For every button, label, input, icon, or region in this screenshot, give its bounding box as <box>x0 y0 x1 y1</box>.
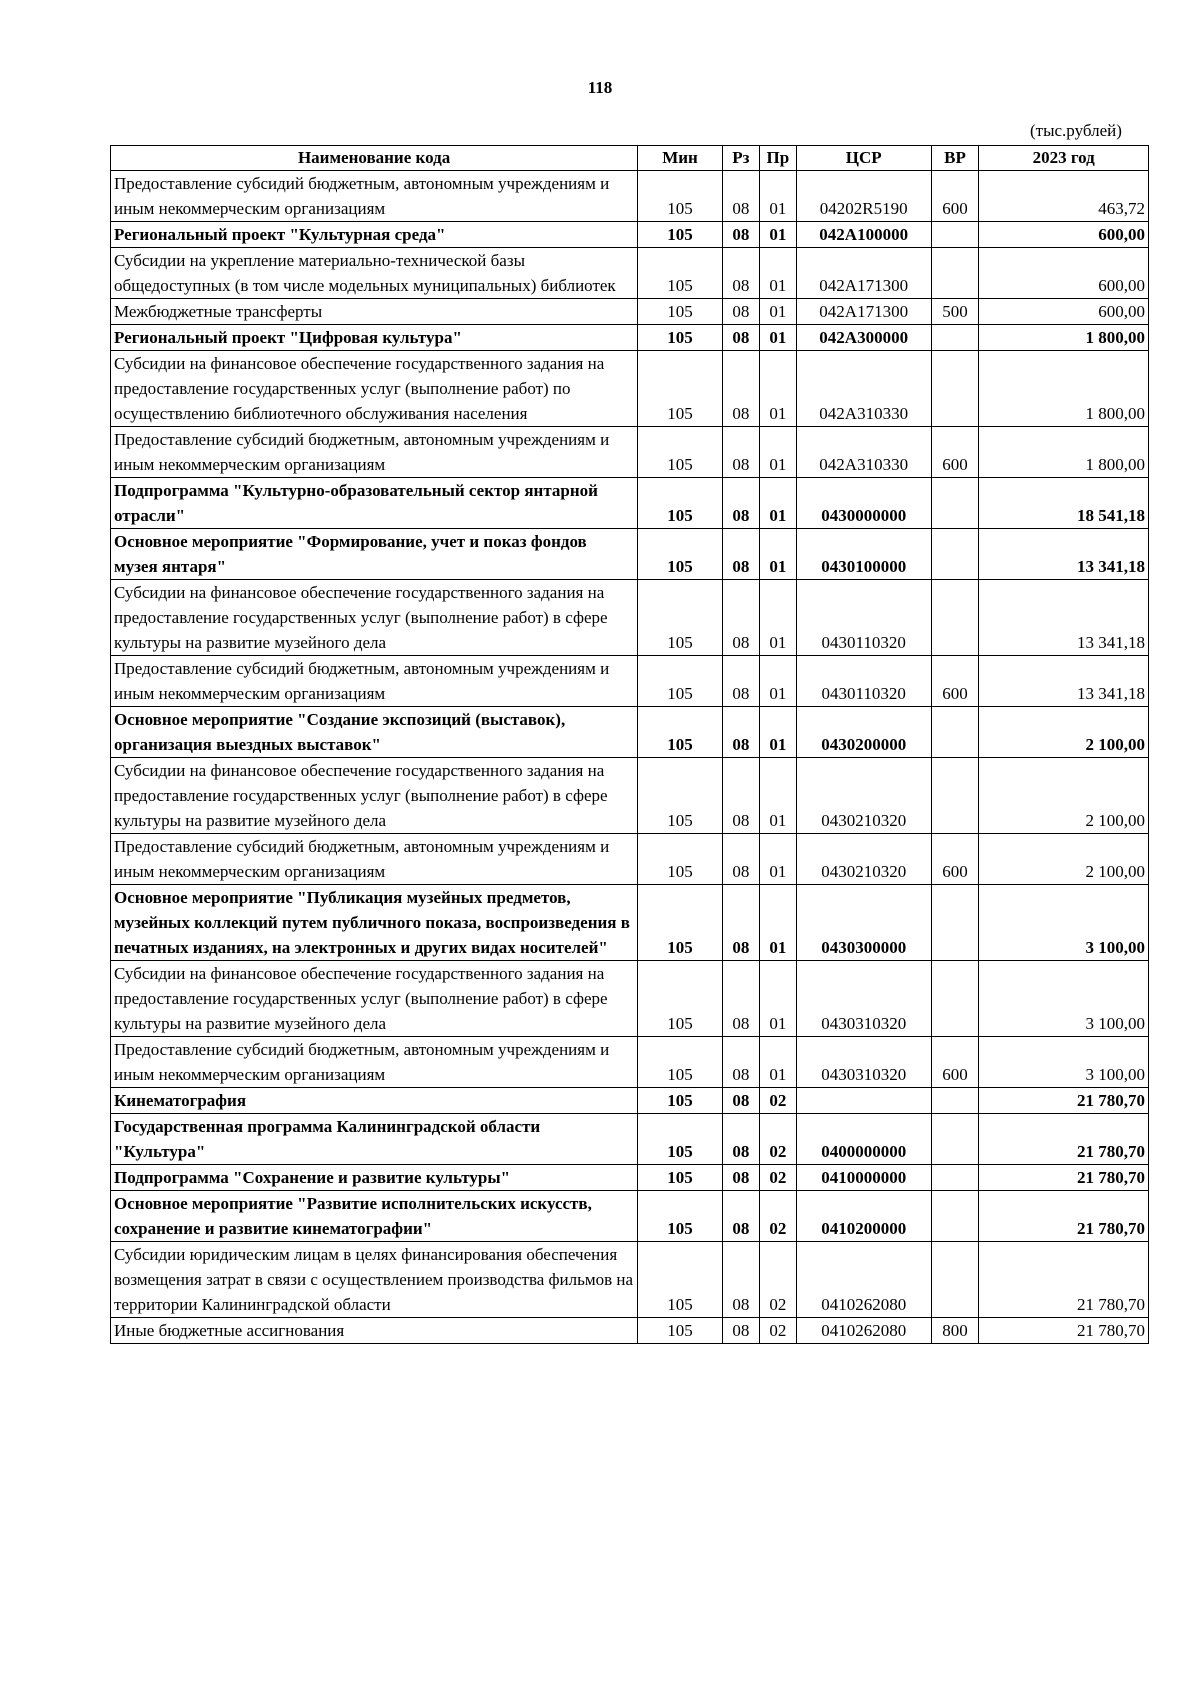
cell-amount: 21 780,70 <box>979 1242 1149 1318</box>
cell-vr: 600 <box>931 427 979 478</box>
table-row <box>111 325 1149 351</box>
cell-rz: 08 <box>722 961 759 1037</box>
cell-rz: 08 <box>722 885 759 961</box>
cell-amount: 13 341,18 <box>979 656 1149 707</box>
cell-name: Предоставление субсидий бюджетным, автономным учреждениям и иным некоммерческим организациям <box>111 171 638 222</box>
cell-pr: 01 <box>759 325 796 351</box>
cell-name: Кинематография <box>111 1088 638 1114</box>
cell-min: 105 <box>638 1191 723 1242</box>
cell-name: Субсидии на укрепление материально-технической базы общедоступных (в том числе модельных муниципальных) библиотек <box>111 248 638 299</box>
cell-rz: 08 <box>722 171 759 222</box>
cell-vr <box>931 885 979 961</box>
cell-name: Предоставление субсидий бюджетным, автономным учреждениям и иным некоммерческим организациям <box>111 656 638 707</box>
cell-csr: 0410200000 <box>796 1191 931 1242</box>
cell-vr <box>931 580 979 656</box>
cell-amount: 21 780,70 <box>979 1165 1149 1191</box>
cell-rz: 08 <box>722 656 759 707</box>
cell-vr: 600 <box>931 834 979 885</box>
cell-csr: 0410262080 <box>796 1318 931 1344</box>
cell-vr: 600 <box>931 656 979 707</box>
table-row <box>111 1318 1149 1344</box>
table-row <box>111 529 1149 580</box>
cell-vr <box>931 325 979 351</box>
cell-csr: 042A310330 <box>796 351 931 427</box>
cell-vr: 800 <box>931 1318 979 1344</box>
cell-min: 105 <box>638 1088 723 1114</box>
cell-min: 105 <box>638 707 723 758</box>
cell-min: 105 <box>638 1242 723 1318</box>
cell-name: Основное мероприятие "Формирование, учет и показ фондов музея янтаря" <box>111 529 638 580</box>
cell-pr: 02 <box>759 1191 796 1242</box>
cell-pr: 01 <box>759 834 796 885</box>
table-header-row <box>111 146 1149 171</box>
cell-rz: 08 <box>722 325 759 351</box>
cell-amount: 13 341,18 <box>979 580 1149 656</box>
cell-rz: 08 <box>722 1242 759 1318</box>
cell-min: 105 <box>638 248 723 299</box>
cell-rz: 08 <box>722 707 759 758</box>
table-row <box>111 478 1149 529</box>
cell-pr: 02 <box>759 1088 796 1114</box>
cell-min: 105 <box>638 656 723 707</box>
cell-rz: 08 <box>722 1114 759 1165</box>
header-vr: ВР <box>931 146 979 171</box>
table-row <box>111 299 1149 325</box>
cell-amount: 3 100,00 <box>979 885 1149 961</box>
cell-name: Межбюджетные трансферты <box>111 299 638 325</box>
cell-amount: 600,00 <box>979 248 1149 299</box>
cell-vr <box>931 351 979 427</box>
cell-pr: 01 <box>759 351 796 427</box>
cell-amount: 2 100,00 <box>979 834 1149 885</box>
cell-csr: 042A300000 <box>796 325 931 351</box>
cell-vr <box>931 1088 979 1114</box>
cell-csr: 0400000000 <box>796 1114 931 1165</box>
cell-vr <box>931 248 979 299</box>
cell-amount: 1 800,00 <box>979 427 1149 478</box>
cell-pr: 01 <box>759 758 796 834</box>
cell-min: 105 <box>638 325 723 351</box>
cell-name: Подпрограмма "Сохранение и развитие культуры" <box>111 1165 638 1191</box>
cell-rz: 08 <box>722 222 759 248</box>
table-row <box>111 1191 1149 1242</box>
cell-pr: 01 <box>759 580 796 656</box>
cell-rz: 08 <box>722 758 759 834</box>
header-csr: ЦСР <box>796 146 931 171</box>
cell-min: 105 <box>638 1165 723 1191</box>
cell-amount: 21 780,70 <box>979 1114 1149 1165</box>
cell-csr: 042A100000 <box>796 222 931 248</box>
cell-min: 105 <box>638 222 723 248</box>
cell-amount: 2 100,00 <box>979 707 1149 758</box>
cell-vr <box>931 961 979 1037</box>
cell-amount: 600,00 <box>979 299 1149 325</box>
table-body <box>111 171 1149 1344</box>
cell-csr: 0430310320 <box>796 1037 931 1088</box>
cell-name: Подпрограмма "Культурно-образовательный сектор янтарной отрасли" <box>111 478 638 529</box>
cell-pr: 01 <box>759 961 796 1037</box>
table-row <box>111 427 1149 478</box>
cell-rz: 08 <box>722 1318 759 1344</box>
cell-rz: 08 <box>722 1191 759 1242</box>
table-row <box>111 248 1149 299</box>
cell-csr: 0430210320 <box>796 834 931 885</box>
cell-pr: 01 <box>759 529 796 580</box>
cell-pr: 01 <box>759 299 796 325</box>
cell-rz: 08 <box>722 478 759 529</box>
cell-name: Основное мероприятие "Публикация музейных предметов, музейных коллекций путем публичного показа, воспроизведения в печатных изданиях, на электронных и других видах носителей" <box>111 885 638 961</box>
header-min: Мин <box>638 146 723 171</box>
cell-amount: 2 100,00 <box>979 758 1149 834</box>
cell-amount: 13 341,18 <box>979 529 1149 580</box>
cell-amount: 21 780,70 <box>979 1318 1149 1344</box>
cell-name: Основное мероприятие "Развитие исполнительских искусств, сохранение и развитие кинематографии" <box>111 1191 638 1242</box>
cell-min: 105 <box>638 758 723 834</box>
cell-pr: 02 <box>759 1318 796 1344</box>
cell-amount: 1 800,00 <box>979 325 1149 351</box>
cell-min: 105 <box>638 1037 723 1088</box>
cell-vr: 600 <box>931 1037 979 1088</box>
cell-name: Субсидии на финансовое обеспечение государственного задания на предоставление государственных услуг (выполнение работ) в сфере культуры на развитие музейного дела <box>111 961 638 1037</box>
cell-min: 105 <box>638 427 723 478</box>
cell-csr: 0430100000 <box>796 529 931 580</box>
cell-vr <box>931 758 979 834</box>
cell-name: Основное мероприятие "Создание экспозиций (выставок), организация выездных выставок" <box>111 707 638 758</box>
cell-min: 105 <box>638 1114 723 1165</box>
cell-pr: 01 <box>759 478 796 529</box>
table-row <box>111 1242 1149 1318</box>
cell-min: 105 <box>638 171 723 222</box>
cell-pr: 01 <box>759 248 796 299</box>
cell-csr: 04202R5190 <box>796 171 931 222</box>
table-row <box>111 1114 1149 1165</box>
table-row <box>111 171 1149 222</box>
table-row <box>111 758 1149 834</box>
cell-min: 105 <box>638 885 723 961</box>
header-rz: Рз <box>722 146 759 171</box>
cell-vr <box>931 1165 979 1191</box>
cell-pr: 01 <box>759 1037 796 1088</box>
cell-pr: 02 <box>759 1165 796 1191</box>
cell-pr: 02 <box>759 1114 796 1165</box>
table-row <box>111 656 1149 707</box>
table-row <box>111 1037 1149 1088</box>
cell-min: 105 <box>638 351 723 427</box>
cell-vr: 500 <box>931 299 979 325</box>
cell-name: Субсидии на финансовое обеспечение государственного задания на предоставление государственных услуг (выполнение работ) по осуществлению библиотечного обслуживания населения <box>111 351 638 427</box>
cell-rz: 08 <box>722 1088 759 1114</box>
cell-amount: 18 541,18 <box>979 478 1149 529</box>
cell-csr: 0430310320 <box>796 961 931 1037</box>
header-pr: Пр <box>759 146 796 171</box>
cell-rz: 08 <box>722 834 759 885</box>
cell-amount: 463,72 <box>979 171 1149 222</box>
cell-rz: 08 <box>722 248 759 299</box>
cell-pr: 01 <box>759 656 796 707</box>
cell-min: 105 <box>638 478 723 529</box>
cell-csr: 0430300000 <box>796 885 931 961</box>
cell-name: Предоставление субсидий бюджетным, автономным учреждениям и иным некоммерческим организациям <box>111 1037 638 1088</box>
cell-min: 105 <box>638 834 723 885</box>
table-row <box>111 580 1149 656</box>
cell-csr: 0430110320 <box>796 580 931 656</box>
table-row <box>111 222 1149 248</box>
cell-name: Государственная программа Калининградской области "Культура" <box>111 1114 638 1165</box>
cell-rz: 08 <box>722 1037 759 1088</box>
cell-vr <box>931 1242 979 1318</box>
cell-name: Субсидии на финансовое обеспечение государственного задания на предоставление государственных услуг (выполнение работ) в сфере культуры на развитие музейного дела <box>111 580 638 656</box>
cell-name: Предоставление субсидий бюджетным, автономным учреждениям и иным некоммерческим организациям <box>111 834 638 885</box>
page-number: 118 <box>587 78 613 97</box>
table-row <box>111 885 1149 961</box>
table-row <box>111 834 1149 885</box>
cell-csr: 042A171300 <box>796 299 931 325</box>
cell-vr <box>931 222 979 248</box>
cell-csr <box>796 1088 931 1114</box>
cell-vr: 600 <box>931 171 979 222</box>
cell-name: Субсидии на финансовое обеспечение государственного задания на предоставление государственных услуг (выполнение работ) в сфере культуры на развитие музейного дела <box>111 758 638 834</box>
cell-csr: 0430200000 <box>796 707 931 758</box>
cell-name: Субсидии юридическим лицам в целях финансирования обеспечения возмещения затрат в связи с осуществлением производства фильмов на территории Калининградской области <box>111 1242 638 1318</box>
table-row <box>111 1088 1149 1114</box>
cell-vr <box>931 1191 979 1242</box>
cell-pr: 01 <box>759 707 796 758</box>
cell-vr <box>931 478 979 529</box>
cell-amount: 21 780,70 <box>979 1088 1149 1114</box>
cell-csr: 042A171300 <box>796 248 931 299</box>
cell-pr: 01 <box>759 427 796 478</box>
cell-name: Региональный проект "Цифровая культура" <box>111 325 638 351</box>
budget-table <box>110 145 1149 1344</box>
table-row <box>111 961 1149 1037</box>
cell-csr: 0430110320 <box>796 656 931 707</box>
units-label: (тыс.рублей) <box>1030 121 1122 140</box>
cell-rz: 08 <box>722 580 759 656</box>
cell-rz: 08 <box>722 427 759 478</box>
cell-rz: 08 <box>722 351 759 427</box>
cell-name: Иные бюджетные ассигнования <box>111 1318 638 1344</box>
cell-vr <box>931 529 979 580</box>
cell-amount: 1 800,00 <box>979 351 1149 427</box>
cell-csr: 0410000000 <box>796 1165 931 1191</box>
header-amount: 2023 год <box>979 146 1149 171</box>
cell-pr: 02 <box>759 1242 796 1318</box>
cell-pr: 01 <box>759 171 796 222</box>
cell-csr: 0430000000 <box>796 478 931 529</box>
cell-pr: 01 <box>759 885 796 961</box>
cell-min: 105 <box>638 529 723 580</box>
cell-vr <box>931 707 979 758</box>
cell-name: Предоставление субсидий бюджетным, автономным учреждениям и иным некоммерческим организациям <box>111 427 638 478</box>
cell-name: Региональный проект "Культурная среда" <box>111 222 638 248</box>
cell-rz: 08 <box>722 529 759 580</box>
cell-csr: 042A310330 <box>796 427 931 478</box>
cell-pr: 01 <box>759 222 796 248</box>
table-row <box>111 1165 1149 1191</box>
cell-vr <box>931 1114 979 1165</box>
cell-min: 105 <box>638 580 723 656</box>
cell-min: 105 <box>638 299 723 325</box>
cell-csr: 0410262080 <box>796 1242 931 1318</box>
cell-rz: 08 <box>722 1165 759 1191</box>
table-row <box>111 707 1149 758</box>
cell-amount: 21 780,70 <box>979 1191 1149 1242</box>
table-row <box>111 351 1149 427</box>
cell-amount: 600,00 <box>979 222 1149 248</box>
cell-min: 105 <box>638 961 723 1037</box>
cell-rz: 08 <box>722 299 759 325</box>
header-name: Наименование кода <box>111 146 638 171</box>
cell-csr: 0430210320 <box>796 758 931 834</box>
cell-min: 105 <box>638 1318 723 1344</box>
cell-amount: 3 100,00 <box>979 961 1149 1037</box>
cell-amount: 3 100,00 <box>979 1037 1149 1088</box>
